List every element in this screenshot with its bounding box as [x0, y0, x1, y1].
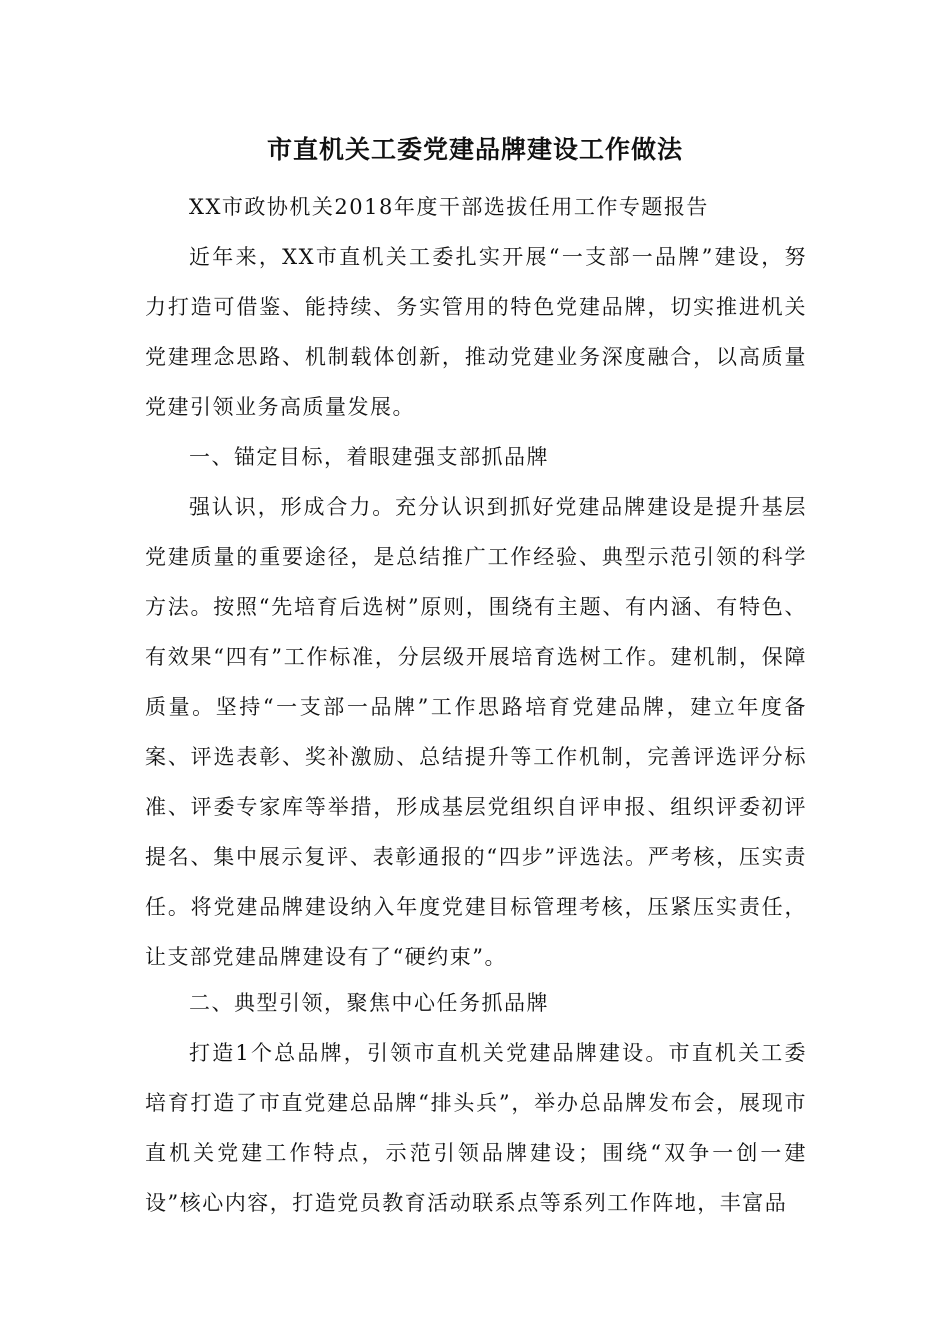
body-paragraph-intro	[145, 232, 807, 432]
subtitle-text: XX市政协机关2018年度干部选拔任用工作专题报告	[189, 195, 709, 219]
document-subtitle	[145, 182, 807, 232]
document-title: 市直机关工委党建品牌建设工作做法	[266, 135, 683, 164]
paragraph-text: 打造1个总品牌，引领市直机关党建品牌建设。市直机关工委培育打造了市直党建总品牌“排头兵”，举办总品牌发布会，展现市直机关党建工作特点，示范引领品牌建设；围绕“双争一创一建设”核心内容，打造党员教育活动联系点等系列工作阵地，丰富品	[145, 1041, 807, 1215]
paragraph-text: 强认识，形成合力。充分认识到抓好党建品牌建设是提升基层党建质量的重要途径，是总结推广工作经验、典型示范引领的科学方法。按照“先培育后选树”原则，围绕有主题、有内涵、有特色、有效果“四有”工作标准，分层级开展培育选树工作。建机制，保障质量。坚持“一支部一品牌”工作思路培育党建品牌，建立年度备案、评选表彰、奖补激励、总结提升等工作机制，完善评选评分标准、评委专家库等举措，形成基层党组织自评申报、组织评委初评提名、集中展示复评、表彰通报的“四步”评选法。严考核，压实责任。将党建品牌建设纳入年度党建目标管理考核，压紧压实责任，让支部党建品牌建设有了“硬约束”。	[145, 495, 807, 969]
body-paragraph-section-one	[145, 482, 807, 982]
section-heading-one	[145, 432, 807, 482]
paragraph-text: 近年来，XX市直机关工委扎实开展“一支部一品牌”建设，努力打造可借鉴、能持续、务实管用的特色党建品牌，切实推进机关党建理念思路、机制载体创新，推动党建业务深度融合，以高质量党建引领业务高质量发展。	[145, 245, 807, 419]
heading-text: 二、典型引领，聚焦中心任务抓品牌	[189, 991, 549, 1015]
heading-text: 一、锚定目标，着眼建强支部抓品牌	[189, 445, 549, 469]
body-paragraph-section-two	[145, 1028, 807, 1228]
section-heading-two	[145, 978, 807, 1028]
